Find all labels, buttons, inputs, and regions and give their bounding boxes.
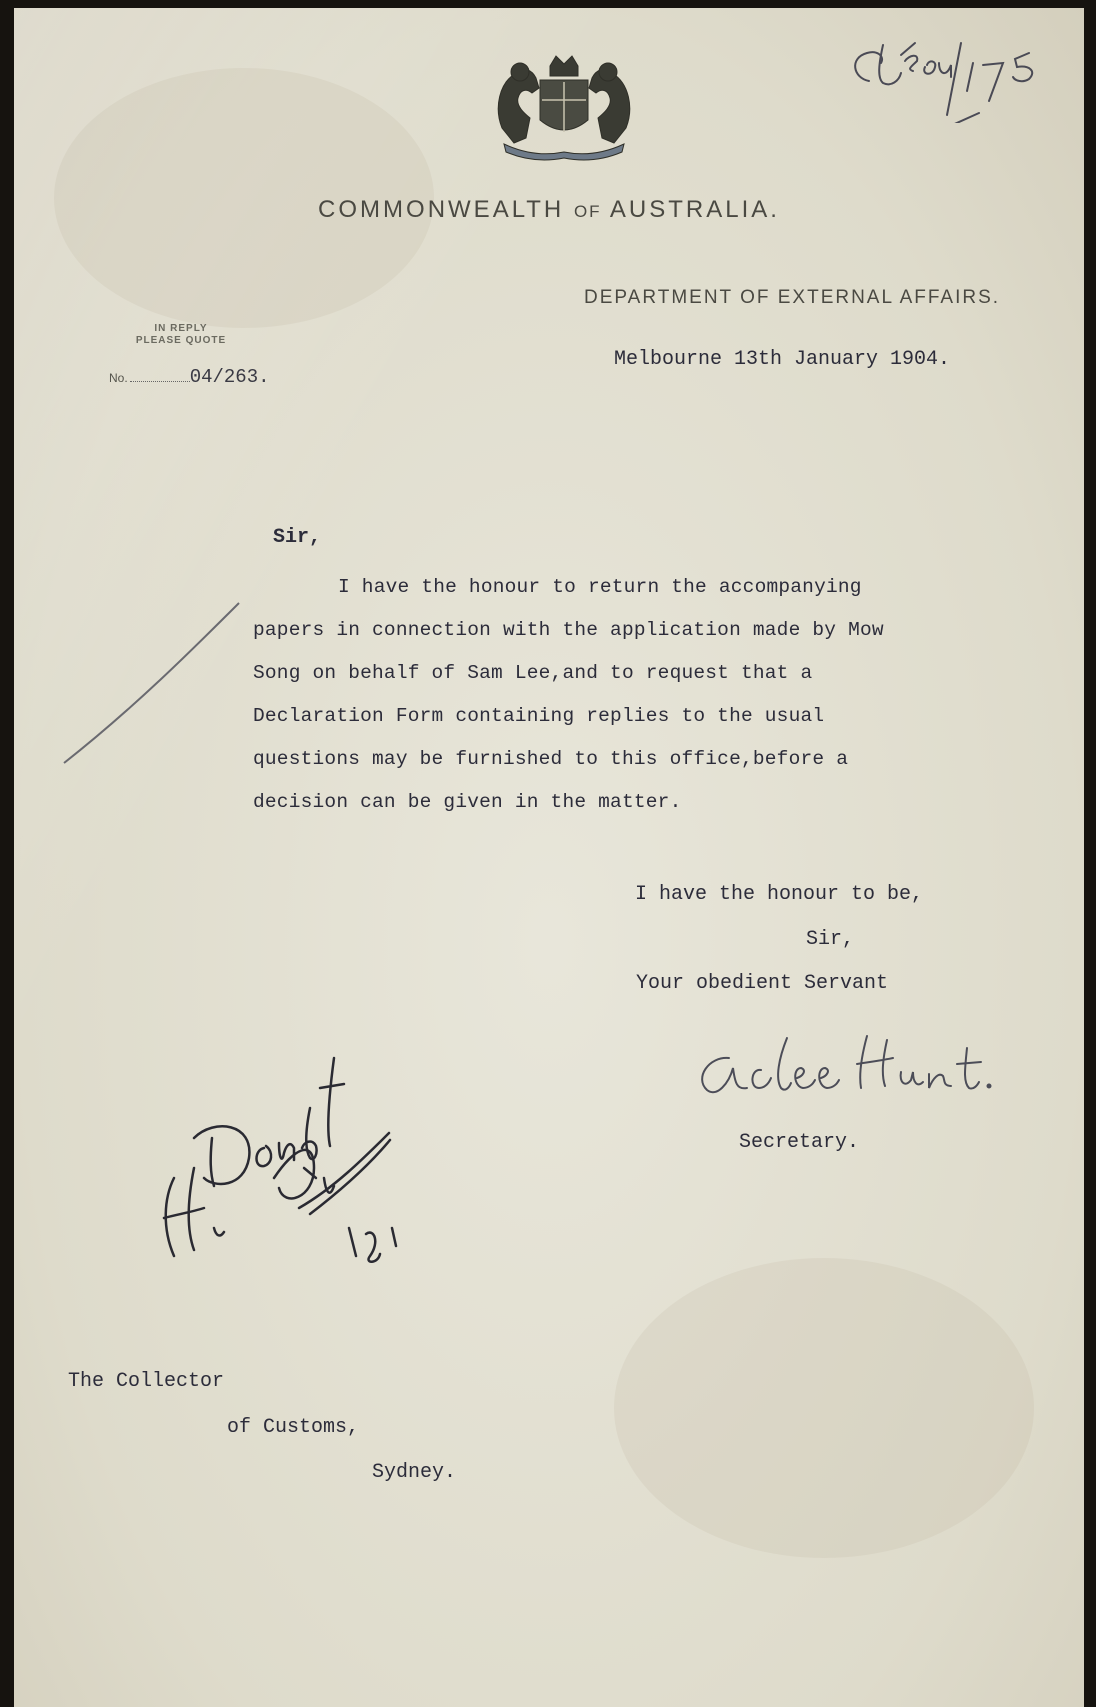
body-line: papers in connection with the application made by Mow (253, 619, 884, 641)
coat-of-arms-icon (484, 48, 644, 163)
letterhead-title-of: OF (573, 202, 602, 221)
body-line: questions may be furnished to this office,before a (253, 748, 849, 770)
body-line: I have the honour to return the accompanying (338, 576, 862, 598)
reply-line-2: PLEASE QUOTE (135, 335, 227, 346)
body-line: Song on behalf of Sam Lee,and to request that a (253, 662, 813, 684)
handwritten-margin-annotation (134, 1028, 434, 1268)
letterhead-title-part2: AUSTRALIA. (601, 196, 780, 223)
signatory-title: Secretary. (739, 1131, 860, 1154)
dotted-leader (130, 381, 190, 382)
letter-page (14, 8, 1084, 1707)
signature-atlee-hunt (689, 1028, 999, 1108)
recipient-line-1: The Collector (68, 1370, 225, 1393)
recipient-line-3: Sydney. (372, 1461, 457, 1484)
salutation: Sir, (273, 526, 322, 549)
paper-stain (614, 1258, 1034, 1558)
closing-line-2: Sir, (806, 928, 855, 951)
reference-no-label: No. (109, 371, 128, 385)
reference-number (109, 366, 270, 388)
margin-pencil-stroke (44, 598, 244, 768)
department-name: DEPARTMENT OF EXTERNAL AFFAIRS. (584, 287, 1001, 308)
reference-number-value: 04/263. (189, 366, 270, 388)
closing-line-1: I have the honour to be, (635, 883, 924, 906)
letterhead-title (14, 196, 1084, 224)
body-line: Declaration Form containing replies to the usual (253, 705, 825, 727)
letterhead-title-part1: COMMONWEALTH (318, 196, 574, 223)
letter-body (253, 566, 1013, 824)
closing-line-3: Your obedient Servant (636, 972, 889, 995)
body-line: decision can be given in the matter. (253, 791, 682, 813)
recipient-line-2: of Customs, (227, 1416, 360, 1439)
reply-line-1: IN REPLY (154, 323, 208, 334)
letter-date: Melbourne 13th January 1904. (614, 348, 951, 371)
reply-instruction (111, 323, 251, 347)
handwritten-file-reference (839, 23, 1069, 123)
